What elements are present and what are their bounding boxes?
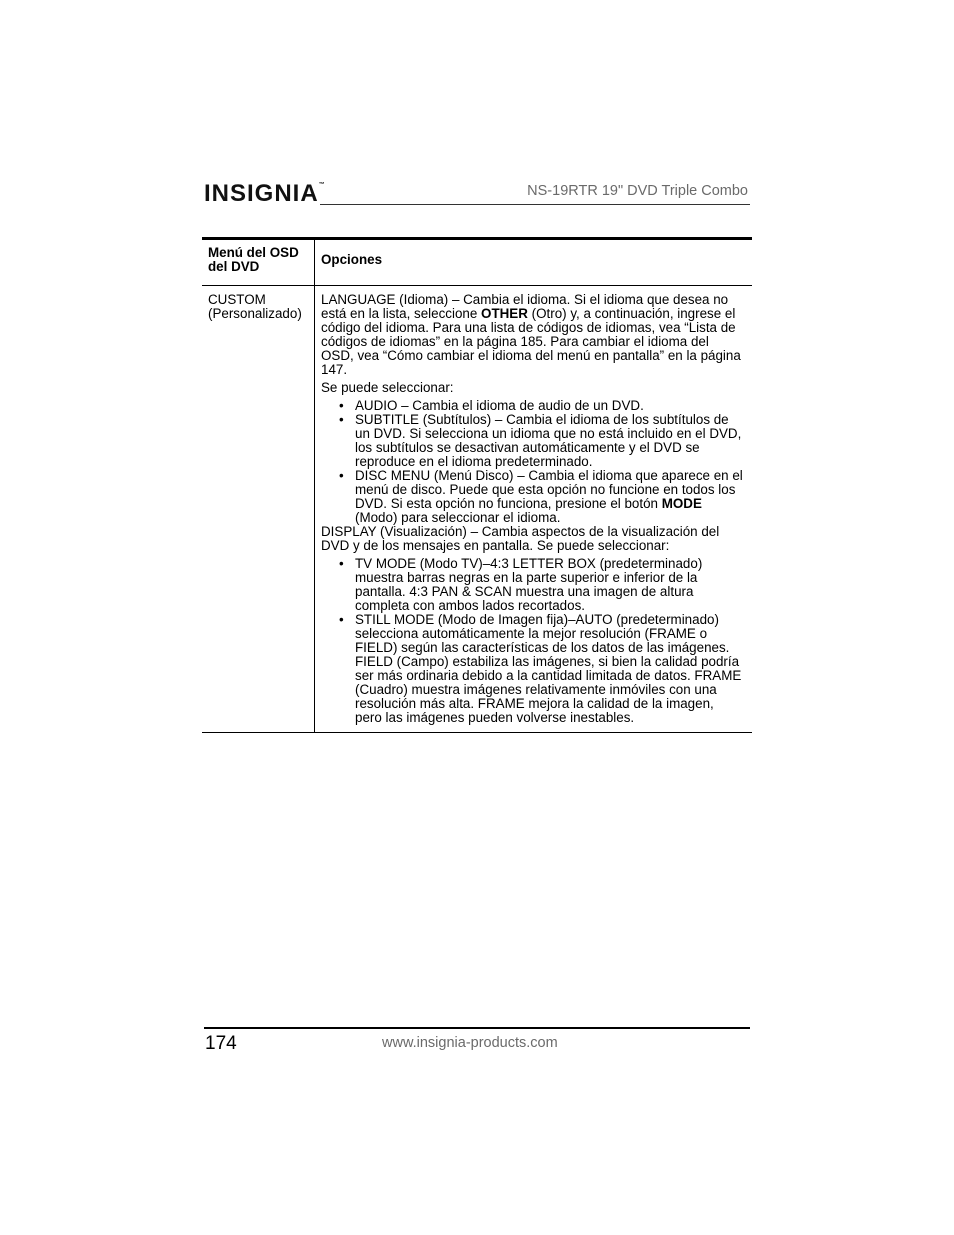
document-title: NS-19RTR 19" DVD Triple Combo xyxy=(527,183,748,199)
options-cell xyxy=(315,286,753,733)
column-header-menu: Menú del OSD del DVD xyxy=(202,239,315,286)
display-paragraph: DISPLAY (Visualización) – Cambia aspectos de la visualización del DVD y de los mensajes en pantalla. Se puede seleccionar: xyxy=(321,524,720,553)
list-item: • AUDIO – Cambia el idioma de audio de un DVD. xyxy=(321,399,744,413)
menu-cell: CUSTOM (Personalizado) xyxy=(202,286,315,733)
display-options-list xyxy=(321,557,744,725)
footer-url: www.insignia-products.com xyxy=(382,1035,558,1051)
logo-text: INSIGNIA xyxy=(204,180,319,207)
other-keyword: OTHER xyxy=(481,306,528,321)
disc-menu-text: DISC MENU (Menú Disco) – Cambia el idioma que aparece en el menú de disco. Puede que esta opción no funcione en todos los DVD. Si esta opción no funciona, presione el botón xyxy=(355,468,743,511)
language-text-cont: (Otro) y, a continuación, ingrese el código del idioma. Para una lista de códigos de idiomas, vea “Lista de códigos de idiomas” en la página 185. Para cambiar el idioma del OSD, vea “Cómo cambiar el idioma del menú en pantalla” en la página 147. xyxy=(321,306,741,377)
list-item: • SUBTITLE (Subtítulos) – Cambia el idioma de los subtítulos de un DVD. Si selecciona un idioma que no está incluido en el DVD, los subtítulos se desactivan automáticamente y el DVD se reproduce en el idioma predeterminado. xyxy=(321,413,744,469)
language-options-list xyxy=(321,399,744,525)
list-item: • STILL MODE (Modo de Imagen fija)–AUTO (predeterminado) selecciona automáticamente la mejor resolución (FRAME o FIELD) según las características de los datos de las imágenes. FIELD (Campo) estabiliza las imágenes, si bien la calidad podría ser más ordinaria debido a la cantidad limitada de datos. FRAME (Cuadro) muestra imágenes relativamente inmóviles con una resolución más alta. FRAME mejora la calidad de la imagen, pero las imágenes pueden volverse inestables. xyxy=(321,613,744,725)
list-item xyxy=(321,469,744,525)
osd-options-table xyxy=(202,237,752,733)
language-text: LANGUAGE (Idioma) – Cambia el idioma. Si el idioma que desea no está en la lista, seleccione xyxy=(321,292,729,321)
trademark-mark: ™ xyxy=(318,182,326,188)
insignia-logo xyxy=(204,180,326,208)
header-rule xyxy=(320,204,750,205)
list-item: • TV MODE (Modo TV)–4:3 LETTER BOX (predeterminado) muestra barras negras en la parte superior e inferior de la pantalla. 4:3 PAN & SCAN muestra una imagen de altura completa con ambos lados recortados. xyxy=(321,557,744,613)
select-intro: Se puede seleccionar: xyxy=(321,380,454,395)
table-row xyxy=(202,286,752,733)
disc-menu-text-cont: (Modo) para seleccionar el idioma. xyxy=(355,510,561,525)
language-paragraph xyxy=(321,293,744,377)
column-header-options: Opciones xyxy=(315,239,753,286)
footer-rule xyxy=(204,1027,750,1029)
page-number: 174 xyxy=(205,1033,237,1054)
mode-keyword: MODE xyxy=(661,496,702,511)
table-header-row xyxy=(202,239,752,286)
